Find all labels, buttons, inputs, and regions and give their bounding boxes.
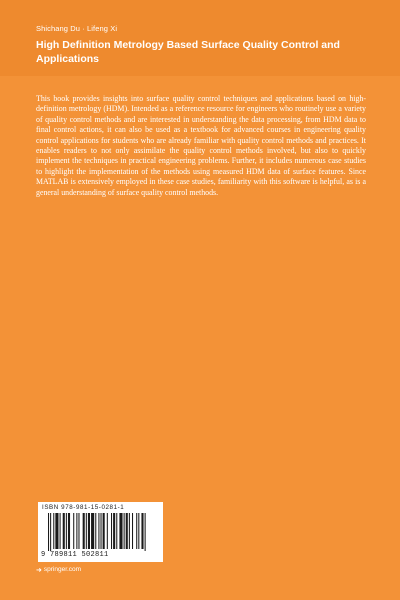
- author-names: Shichang Du · Lifeng Xi: [36, 24, 118, 33]
- barcode-bar: [119, 513, 122, 549]
- barcode-bar: [132, 513, 133, 549]
- barcode-bar: [116, 513, 117, 549]
- barcode-bar: [53, 513, 54, 549]
- barcode-bar: [124, 513, 125, 549]
- publisher-url-text: springer.com: [43, 566, 82, 573]
- barcode-bar: [98, 513, 99, 549]
- barcode-bar: [129, 513, 130, 549]
- barcode-bar: [50, 513, 51, 551]
- barcode-bar: [55, 513, 58, 549]
- isbn-label: ISBN 978-981-15-0281-1: [42, 504, 125, 511]
- barcode-bar: [107, 513, 108, 549]
- barcode-bar: [91, 513, 94, 549]
- barcode-bar: [103, 513, 105, 549]
- barcode-bar: [126, 513, 128, 549]
- barcode-bar: [86, 513, 87, 549]
- barcode-bar: [136, 513, 137, 549]
- arrow-icon: ➜: [36, 566, 42, 574]
- barcode-bar: [138, 513, 139, 549]
- barcode-bar: [60, 513, 61, 549]
- book-title: High Definition Metrology Based Surface Quality Control and Applications: [36, 39, 340, 65]
- barcode-bar: [141, 513, 143, 549]
- book-description: This book provides insights into surface quality control techniques and applications based on high-definition metrology (HDM). Intended as a reference resource for engineers who routinely use a variety of quality control methods and are interested in understanding the data processing, from HDM data to final control actions, it can also be used as a textbook for advanced courses in engineering quality control applications for students who are already familiar with quality control methods and practices. It enables readers to not only assimilate the quality control methods involved, but also to quickly implement the techniques in practical engineering problems. Further, it includes numerous case studies to highlight the implementation of the methods using measured HDM data of surface features. Since MATLAB is extensively employed in these case studies, familiarity with this software is helpful, as is a general understanding of surface quality control methods.: [36, 94, 366, 197]
- barcode-bar: [83, 513, 85, 549]
- barcode-bar: [145, 513, 146, 551]
- barcode-digits: 9 789811 502811: [41, 551, 109, 559]
- publisher-url[interactable]: [36, 566, 81, 574]
- barcode-bar: [88, 513, 90, 549]
- barcode-bar: [101, 513, 102, 549]
- barcode-bar: [66, 513, 67, 549]
- barcode-bars: [48, 513, 153, 551]
- barcode-bar: [73, 513, 74, 549]
- barcode-bar: [113, 513, 115, 549]
- barcode-bar: [78, 513, 79, 549]
- barcode-bar: [63, 513, 65, 549]
- barcode-bar: [68, 513, 70, 549]
- isbn-barcode: [38, 502, 163, 562]
- barcode-bar: [111, 513, 112, 549]
- barcode-bar: [48, 513, 49, 551]
- barcode-bar: [95, 513, 96, 549]
- barcode-bar: [76, 513, 77, 549]
